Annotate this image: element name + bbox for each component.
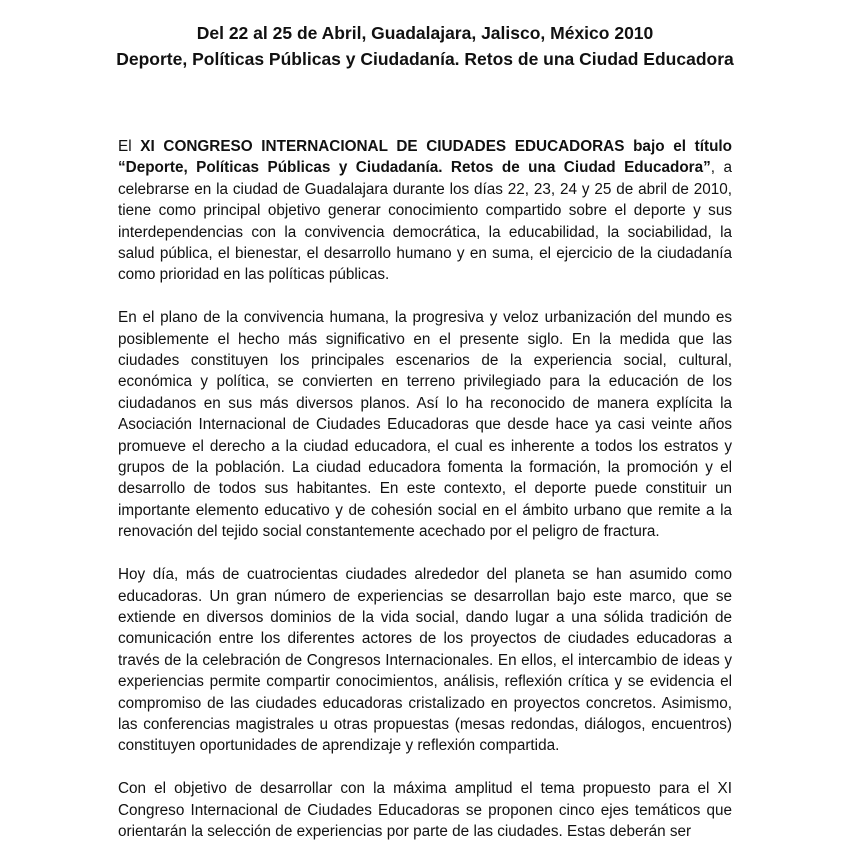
paragraph-educating-cities: Hoy día, más de cuatrocientas ciudades alrededor del planeta se han asumido como educadoras. Un gran número de experiencias se desarrollan bajo este marco, que se extiende en diversos dominios de la vida social, dando lugar a una sólida tradición de comunicación entre los diferentes actores de los proyectos de ciudades educadoras a través de la celebración de Congresos Internacionales. En ellos, el intercambio de ideas y experiencias permite compartir conocimientos, análisis, reflexión crítica y se evidencia el compromiso de las ciudades educadoras cristalizado en proyectos concretos. Asimismo, las conferencias magistrales u otras propuestas (mesas redondas, diálogos, encuentros) constituyen oportunidades de aprendizaje y reflexión compartida.	[118, 566, 732, 755]
document-header	[0, 20, 850, 72]
paragraph-intro-lead: El	[118, 138, 141, 155]
paragraph-urbanization: En el plano de la convivencia humana, la progresiva y veloz urbanización del mundo es posiblemente el hecho más significativo en el presente siglo. En la medida que las ciudades constituyen los principales escenarios de la experiencia social, cultural, económica y política, se convierten en terreno privilegiado para la educación de los ciudadanos en sus más diversos planos. Así lo ha reconocido de manera explícita la Asociación Internacional de Ciudades Educadoras que desde hace ya casi veinte años promueve el derecho a la ciudad educadora, el cual es inherente a todos los estratos y grupos de la población. La ciudad educadora fomenta la formación, la promoción y el desarrollo de todos sus habitantes. En este contexto, el deporte puede constituir un importante elemento educativo y de cohesión social en el ámbito urbano que remite a la renovación del tejido social constantemente acechado por el peligro de fractura.	[118, 309, 732, 541]
paragraph-intro-bold-title: XI CONGRESO INTERNACIONAL DE CIUDADES EDUCADORAS bajo el título “Deporte, Políticas Públicas y Ciudadanía. Retos de una Ciudad Educadora”	[118, 138, 733, 177]
document-body	[118, 136, 732, 864]
paragraph-thematic-axes: Con el objetivo de desarrollar con la máxima amplitud el tema propuesto para el XI Congreso Internacional de Ciudades Educadoras se proponen cinco ejes temáticos que orientarán la selección de experiencias por parte de las ciudades. Estas deberán ser	[118, 780, 732, 840]
header-congress-title: Deporte, Políticas Públicas y Ciudadanía. Retos de una Ciudad Educadora	[116, 49, 734, 69]
paragraph-intro-rest: , a celebrarse en la ciudad de Guadalajara durante los días 22, 23, 24 y 25 de abril de 2010, tiene como principal objetivo generar conocimiento compartido sobre el deporte y sus interdependencias con la convivencia democrática, la educabilidad, la sociabilidad, la salud pública, el bienestar, el desarrollo humano y en suma, el ejercicio de la ciudadanía como prioridad en las políticas públicas.	[118, 159, 732, 284]
header-event-dates: Del 22 al 25 de Abril, Guadalajara, Jalisco, México 2010	[196, 23, 654, 43]
paragraph-intro	[118, 136, 732, 286]
